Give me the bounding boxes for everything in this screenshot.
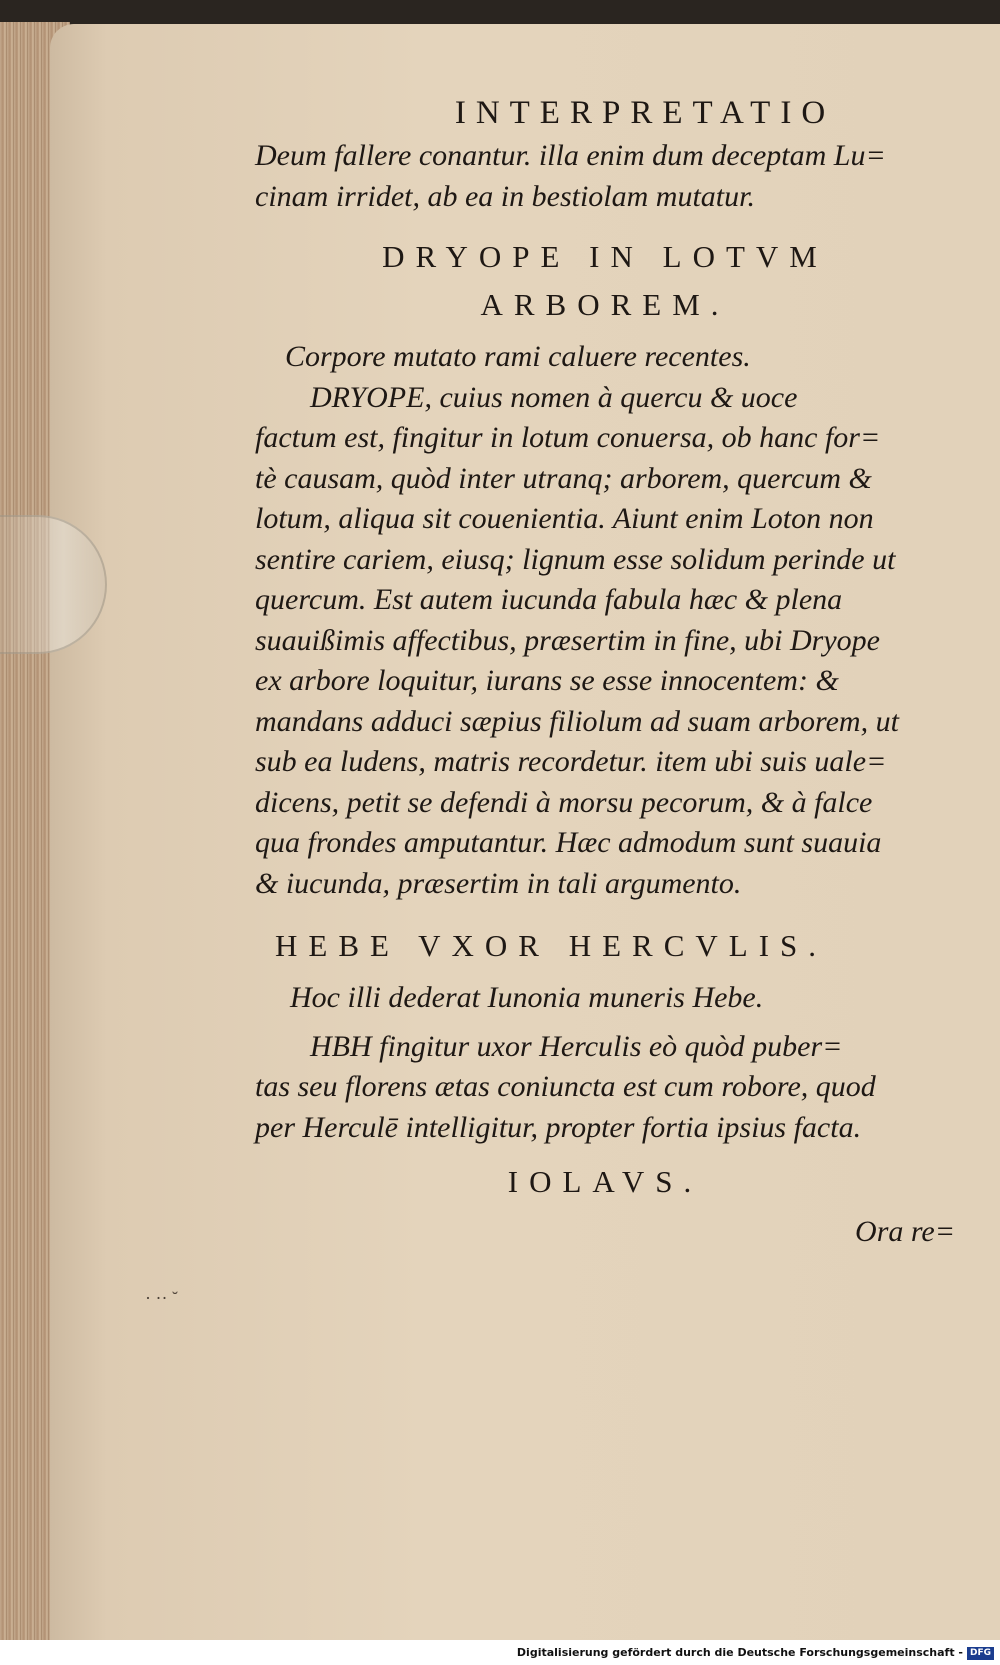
page-text: [255, 95, 955, 1253]
section-heading: IOLAVS.: [507, 1164, 703, 1199]
section-heading: ARBOREM.: [480, 287, 730, 322]
text-line: cinam irridet, ab ea in bestiolam mutatur.: [255, 179, 755, 213]
text-line: ex arbore loquitur, iurans se esse innocentem: &: [255, 664, 839, 697]
catchword: Ora re=: [855, 1215, 955, 1248]
text-line: factum est, fingitur in lotum conuersa, ob hanc for=: [255, 421, 881, 454]
section-heading: HEBE VXOR HERCVLIS.: [275, 928, 828, 963]
text-line: qua frondes amputantur. Hæc admodum sunt suauia: [255, 826, 882, 859]
text-line: suauißimis affectibus, præsertim in fine, ubi Dryope: [255, 623, 880, 657]
text-line: sub ea ludens, matris recordetur. item ubi suis uale=: [255, 745, 887, 778]
digitization-footer: [0, 1640, 1000, 1665]
dfg-logo-badge: DFG: [967, 1647, 994, 1660]
text-line: Deum fallere conantur. illa enim dum deceptam Lu=: [255, 139, 886, 172]
verse-line: Hoc illi dederat Iunonia muneris Hebe.: [290, 981, 764, 1014]
text-line: mandans adduci sæpius filiolum ad suam arborem, ut: [255, 704, 899, 738]
running-head: INTERPRETATIO: [454, 95, 836, 131]
text-line: DRYOPE, cuius nomen à quercu & uoce: [310, 380, 798, 414]
text-line: tè causam, quòd inter utranq; arborem, quercum &: [255, 461, 872, 495]
text-line: ΗΒΗ fingitur uxor Herculis eò quòd puber=: [310, 1029, 843, 1063]
text-line: per Herculē intelligitur, propter fortia ipsius facta.: [255, 1110, 862, 1144]
ink-smudge: · ·· ˘: [145, 1288, 178, 1308]
verse-line: Corpore mutato rami caluere recentes.: [285, 340, 751, 373]
section-heading: DRYOPE IN LOTVM: [382, 239, 828, 274]
footer-text: Digitalisierung gefördert durch die Deutsche Forschungsgemeinschaft -: [516, 1646, 963, 1659]
text-line: sentire cariem, eiusq; lignum esse solidum perinde ut: [255, 542, 896, 576]
text-line: tas seu florens ætas coniuncta est cum robore, quod: [255, 1070, 876, 1103]
text-line: lotum, aliqua sit couenientia. Aiunt enim Loton non: [255, 502, 874, 535]
text-line: dicens, petit se defendi à morsu pecorum, & à falce: [255, 785, 873, 819]
text-line: quercum. Est autem iucunda fabula hæc & plena: [255, 583, 843, 616]
text-line: & iucunda, præsertim in tali argumento.: [255, 866, 742, 900]
